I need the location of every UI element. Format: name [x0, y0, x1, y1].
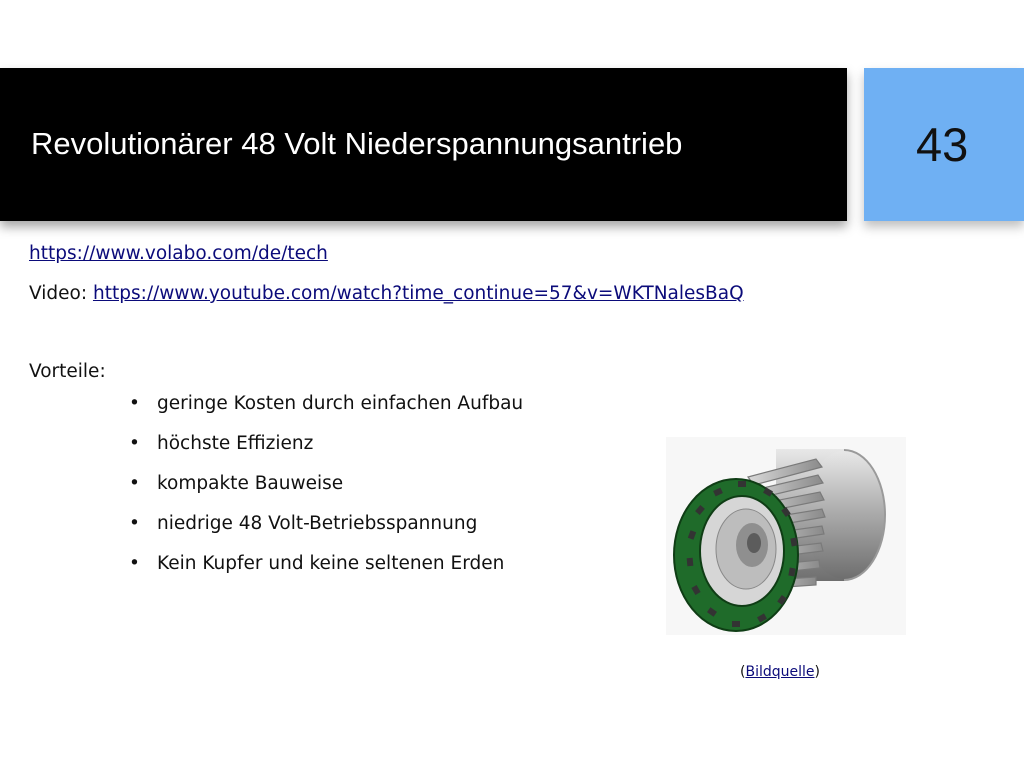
list-item: • höchste Effizienz: [129, 433, 314, 454]
list-item: • niedrige 48 Volt-Betriebsspannung: [129, 513, 478, 534]
bullet-icon: •: [129, 513, 140, 534]
image-source-link[interactable]: Bildquelle: [745, 664, 815, 680]
video-line: [29, 283, 744, 304]
slide-number: 43: [916, 118, 969, 171]
advantages-list: [127, 392, 523, 592]
bullet-icon: •: [129, 393, 140, 414]
list-item: • kompakte Bauweise: [129, 473, 344, 494]
vorteile-heading: Vorteile:: [29, 361, 106, 382]
video-link[interactable]: https://www.youtube.com/watch?time_continue=57&v=WKTNalesBaQ: [92, 283, 744, 304]
list-item: • Kein Kupfer und keine seltenen Erden: [129, 553, 505, 574]
motor-image: [666, 437, 906, 635]
volabo-link[interactable]: https://www.volabo.com/de/tech: [29, 243, 328, 264]
image-caption: (Bildquelle): [740, 664, 820, 680]
list-item: • geringe Kosten durch einfachen Aufbau: [129, 393, 524, 414]
bullet-icon: •: [129, 433, 140, 454]
slide-title: Revolutionärer 48 Volt Niederspannungsantrieb: [31, 126, 683, 161]
url-line: [29, 243, 328, 264]
video-label: Video:: [29, 283, 88, 304]
bullet-icon: •: [129, 553, 140, 574]
bullet-icon: •: [129, 473, 140, 494]
motor-illustration: [666, 437, 906, 635]
